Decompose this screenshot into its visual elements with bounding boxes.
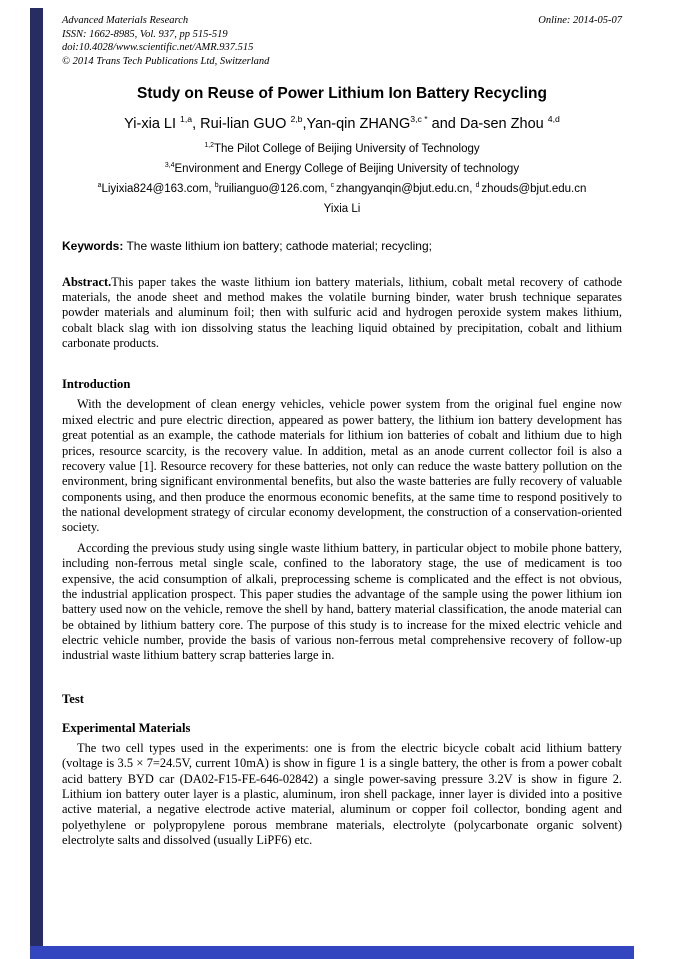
doi-line: doi:10.4028/www.scientific.net/AMR.937.515 <box>62 42 254 54</box>
author-name: Yi-xia LI <box>124 115 181 132</box>
author-affil-marker: 1,a <box>180 113 193 124</box>
email-address: Liyixia824@163.com, <box>101 182 215 195</box>
author-affil-marker: 4,d <box>547 113 560 124</box>
email-marker: b <box>214 181 219 189</box>
author-name: , Rui-lian GUO <box>192 115 291 132</box>
affiliation-2 <box>62 163 622 175</box>
abstract-label: Abstract. <box>62 274 112 289</box>
author-affil-marker: 2,b <box>290 113 303 124</box>
issn-line: ISSN: 1662-8985, Vol. 937, pp 515-519 <box>62 28 228 40</box>
keywords-line <box>62 239 622 253</box>
copyright-line: © 2014 Trans Tech Publications Ltd, Switzerland <box>62 55 270 67</box>
author-emails <box>62 183 622 195</box>
page-content <box>62 14 622 848</box>
paragraph-introduction-1: With the development of clean energy vehicles, vehicle power system from the original fuel engine now mixed electric and pure electric direction, appeared as power battery, the lithium ion battery development has great potential as an example, the cathode materials for lithium ion batteries of cobalt and lithium due to high prices, resource scarcity, is the recovery value. In addition, metal as an anode current collector foil is also a recovery value [1]. Resource recovery for these batteries, not only can reduce the waste battery pollution on the environment, bring significant environmental benefits, but also the waste batteries are fully recovery of valuable components using, and then produce the enormous economic benefits, at the same time to respond positively to the national development strategy of circular economy development, the construction of a conservation-oriented society. <box>62 397 622 535</box>
online-date: Online: 2014-05-07 <box>538 15 622 26</box>
email-marker: d <box>475 181 482 189</box>
email-address: zhangyanqin@bjut.edu.cn, <box>336 182 476 195</box>
email-address: ruilianguo@126.com, <box>218 182 331 195</box>
email-marker: a <box>97 181 102 189</box>
corresponding-author: Yixia Li <box>323 202 361 215</box>
abstract <box>62 275 622 352</box>
keywords-label: Keywords: <box>62 238 124 253</box>
email-marker: c <box>330 181 337 189</box>
affiliation-1 <box>62 143 622 155</box>
abstract-text: This paper takes the waste lithium ion battery materials, lithium, cobalt metal recovery of cathode materials, the anode sheet and method makes the volatile burning binder, water brush technique separates powder materials and aluminum foil; then with sulfuric acid and hydrogen peroxide system makes lithium, cobalt black slag with ion dissolving status the leaching liquid obtained by precipitation, cobalt and lithium carbonate products. <box>62 274 622 351</box>
journal-name: Advanced Materials Research <box>62 15 189 26</box>
paragraph-introduction-2: According the previous study using single waste lithium battery, in particular object to mobile phone battery, including non-ferrous metal single scale, confined to the laboratory stage, the use of medicament is too expensive, the acid consumption of alkali, preprocessing scheme is complicated and the effect is not obvious, the industrial application prospect. This paper studies the advantage of the sample using the power lithium ion battery used now on the vehicle, remove the shell by hand, battery material classification, the anode material can be obtained by lithium battery core. The purpose of this study is to increase for the mixed electric vehicle and electric vehicle number, provide the basis of various non-ferrous metal comprehensive recovery of follow-up industrial waste lithium battery scrap batteries large in. <box>62 540 622 663</box>
affiliation-marker: 3,4 <box>164 161 175 169</box>
author-name: and Da-sen Zhou <box>427 115 548 132</box>
paragraph-experimental-materials-1: The two cell types used in the experiments: one is from the electric bicycle cobalt acid lithium battery (voltage is 3.5 × 7=24.5V, current 10mA) is show in figure 1 is a single battery, the other is from a power cobalt acid battery BYD car (DA02-F15-FE-646-02842) a single power-saving pressure 3.2V is show in figure 2. Lithium ion battery outer layer is a plastic, aluminum, iron shell package, inner layer is divided into a positive active material, a negative electrode active material, aluminum or copper foil collector, bonding agent and polyethylene or polypropylene porous membrane materials, electrolyte (polycarbonate organic solvent) electrolyte salts and dissolved (usually LiPF6) etc. <box>62 740 622 848</box>
author-affil-marker: 3,c * <box>410 113 428 124</box>
section-heading-test: Test <box>62 691 84 706</box>
journal-header <box>62 14 622 69</box>
affiliation-marker: 1,2 <box>204 141 214 149</box>
paper-title: Study on Reuse of Power Lithium Ion Battery Recycling <box>137 84 547 102</box>
author-name: ,Yan-qin ZHANG <box>302 115 411 132</box>
affiliation-text: The Pilot College of Beijing University of Technology <box>213 142 480 155</box>
section-heading-introduction: Introduction <box>62 377 131 392</box>
left-edge-bar <box>30 8 43 959</box>
authors-line <box>62 113 622 132</box>
affiliation-text: Environment and Energy College of Beijing University of technology <box>174 162 520 175</box>
bottom-edge-bar <box>30 946 634 959</box>
keywords-text: The waste lithium ion battery; cathode material; recycling; <box>123 238 432 253</box>
email-address: zhouds@bjut.edu.cn <box>481 182 587 195</box>
section-heading-experimental-materials: Experimental Materials <box>62 720 191 735</box>
